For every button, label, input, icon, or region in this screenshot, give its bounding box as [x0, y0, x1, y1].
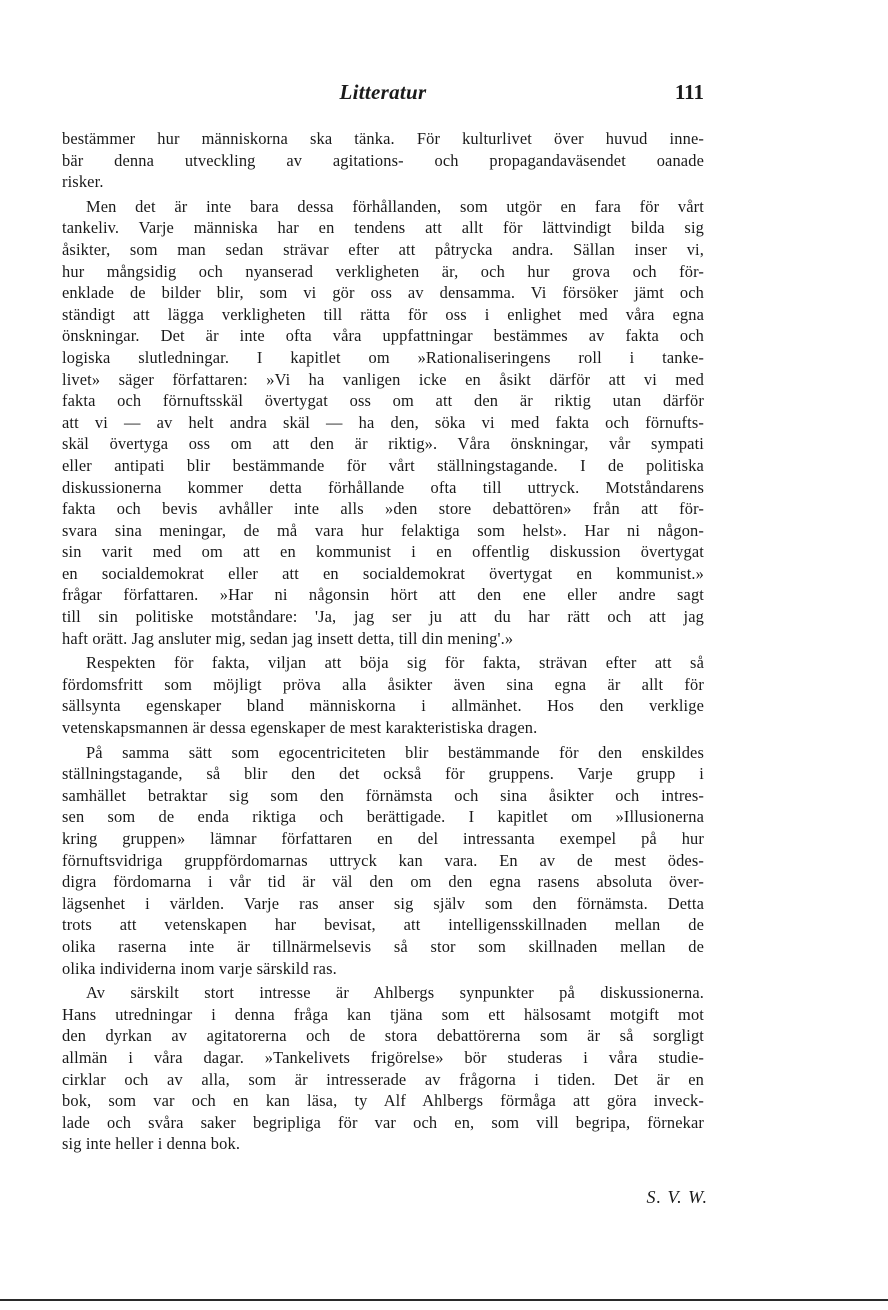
- text-line: trots att vetenskapen har bevisat, att intelligensskillnaden mellan de: [62, 915, 704, 935]
- text-line: olika raserna inte är tillnärmelsevis så stor som skillnaden mellan de: [62, 936, 704, 956]
- signature: S. V. W.: [646, 1187, 708, 1207]
- paragraph: [62, 982, 704, 1155]
- text-line: åsikter, som man sedan strävar efter att påtrycka andra. Sällan inser vi,: [62, 239, 704, 259]
- paragraph: [62, 128, 704, 193]
- text-line: kring gruppen» lämnar författaren en del intressanta exempel på hur: [62, 829, 704, 848]
- text-line: Hans utredningar i denna fråga kan tjäna som ett hälsosamt motgift mot: [62, 1004, 704, 1024]
- text-line: eller antipati blir bestämmande för vårt ställningstagande. I de politiska: [62, 455, 704, 475]
- text-line: tankeliv. Varje människa har en tendens att allt för lättvindigt bilda sig: [62, 218, 704, 238]
- text-line: diskussionerna kommer detta förhållande ofta till uttryck. Motståndarens: [62, 477, 704, 497]
- text-line: skäl övertyga oss om att den är riktig». Våra önskningar, vår sympati: [62, 434, 704, 454]
- text-line: allmän i våra dagar. »Tankelivets frigörelse» bör studeras i våra studie-: [62, 1047, 704, 1067]
- text-line: bok, som var och en kan läsa, ty Alf Ahlbergs förmåga att göra inveck-: [62, 1091, 704, 1111]
- page-header: [62, 80, 704, 110]
- paragraph: [62, 742, 704, 980]
- body-text: [62, 128, 704, 1155]
- text-line: svara sina meningar, de må vara hur felaktiga som helst». Har ni någon-: [62, 520, 704, 540]
- text-line: till sin politiske motståndare: 'Ja, jag ser ju att du har rätt och att jag: [62, 607, 704, 627]
- text-line: att vi — av helt andra skäl — ha den, söka vi med fakta och förnufts-: [62, 412, 704, 432]
- text-line: frågar författaren. »Har ni någonsin hört att den ene eller andre sagt: [62, 585, 704, 605]
- text-line: ständigt att lägga verkligheten till rätta för oss i enlighet med våra egna: [62, 304, 704, 324]
- text-line: hur mångsidig och nyanserad verkligheten är, och hur grova och för-: [62, 261, 704, 281]
- text-line: logiska slutledningar. I kapitlet om »Rationaliseringens roll i tanke-: [62, 347, 704, 367]
- paragraph: [62, 196, 704, 649]
- text-line: lägsenhet i världen. Varje ras anser sig själv som den förnämsta. Detta: [62, 893, 704, 913]
- text-line: Av särskilt stort intresse är Ahlbergs synpunkter på diskussionerna.: [86, 983, 704, 1003]
- text-line: enklade de bilder blir, som vi gör oss av densamma. Vi försöker jämt och: [62, 283, 704, 303]
- text-line: fakta och bevis avhåller inte alls »den store debattören» från att för-: [62, 499, 704, 519]
- text-line: haft orätt. Jag ansluter mig, sedan jag insett detta, till din mening'.»: [62, 628, 514, 648]
- text-line: lade och svåra saker begripliga för var och en, som vill begripa, förnekar: [62, 1112, 704, 1132]
- text-line: bär denna utveckling av agitations- och propagandaväsendet oanade: [62, 150, 704, 170]
- text-line: bestämmer hur människorna ska tänka. För kulturlivet över huvud inne-: [62, 129, 704, 148]
- text-line: Respekten för fakta, viljan att böja sig för fakta, strävan efter att så: [86, 653, 704, 673]
- text-line: sin varit med om att en kommunist i en offentlig diskussion övertygat: [62, 542, 704, 562]
- text-line: risker.: [62, 172, 104, 192]
- text-line: fakta och förnuftsskäl övertygat oss om att den är riktig utan därför: [62, 391, 704, 411]
- text-line: sällsynta egenskaper bland människorna i allmänhet. Hos den verklige: [62, 696, 704, 716]
- text-line: Men det är inte bara dessa förhållanden, som utgör en fara för vårt: [86, 196, 704, 216]
- page-number: 111: [674, 80, 704, 104]
- text-line: vetenskapsmannen är dessa egenskaper de mest karakteristiska dragen.: [62, 718, 538, 738]
- text-line: digra fördomarna i vår tid är väl den om den egna rasens absoluta över-: [62, 872, 704, 892]
- text-line: livet» säger författaren: »Vi ha vanligen icke en åsikt därför att vi med: [62, 369, 704, 389]
- text-line: olika individerna inom varje särskild ras.: [62, 958, 337, 978]
- text-line: en socialdemokrat eller att en socialdemokrat övertygat en kommunist.»: [62, 563, 704, 583]
- running-title: Litteratur: [339, 80, 427, 104]
- paragraph: [62, 652, 704, 738]
- text-line: ställningstagande, så blir den det också för gruppens. Varje grupp i: [62, 764, 704, 784]
- text-line: samhället betraktar sig som den förnämsta och sina åsikter och intres-: [62, 785, 704, 805]
- text-line: förnuftsvidriga gruppfördomarnas uttryck kan vara. En av de mest ödes-: [62, 850, 704, 870]
- bottom-rule: [0, 1299, 888, 1301]
- text-line: fördomsfritt som möjligt pröva alla åsikter även sina egna är allt för: [62, 674, 704, 694]
- text-line: cirklar och av alla, som är intresserade av frågorna i tiden. Det är en: [62, 1069, 704, 1089]
- text-line: sig inte heller i denna bok.: [62, 1134, 241, 1154]
- text-line: önskningar. Det är inte ofta våra uppfattningar bestämmes av fakta och: [62, 326, 704, 346]
- text-line: På samma sätt som egocentriciteten blir bestämmande för den enskildes: [86, 742, 704, 762]
- text-line: sen som de enda riktiga och berättigade. I kapitlet om »Illusionerna: [62, 807, 704, 827]
- text-line: den dyrkan av agitatorerna och de stora debattörerna som är så sorgligt: [62, 1026, 704, 1046]
